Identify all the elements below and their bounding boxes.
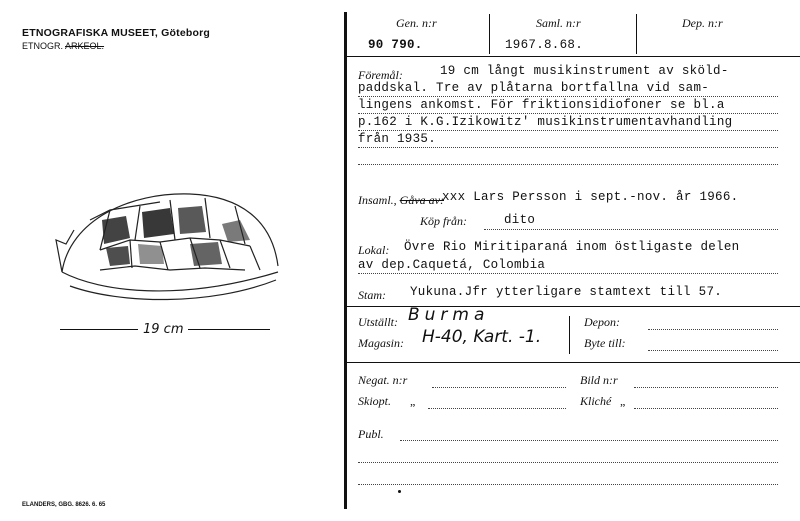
skiopt-rule [428, 408, 566, 409]
publ-rule-2 [358, 462, 778, 463]
cliche-ditto: „ [620, 394, 626, 408]
foremal-rule-5 [358, 164, 778, 165]
stam-label: Stam: [358, 288, 386, 302]
lokal-line-1: Övre Rio Miritiparaná inom östligaste delen [404, 240, 740, 254]
gen-label: Gen. n:r [396, 16, 437, 30]
insaml-text: Insaml., [358, 193, 397, 207]
foremal-line-3: lingens ankomst. För friktionsidiofoner se bl.a [358, 98, 725, 112]
museum-name: ETNOGRAFISKA MUSEET, [22, 27, 159, 39]
storage-divider [569, 316, 570, 354]
kop-rule [484, 229, 778, 230]
skiopt-label: Skiopt. [358, 394, 391, 408]
foremal-rule-3 [358, 130, 778, 131]
lokal-line-2: av dep.Caquetá, Colombia [358, 258, 546, 272]
top-divider-2 [636, 14, 637, 54]
negat-rule [432, 387, 566, 388]
utstallt-label: Utställt: [358, 315, 399, 329]
foremal-line-2: paddskal. Tre av plåtarna bortfallna vid sam- [358, 81, 710, 95]
dep-label: Dep. n:r [682, 16, 723, 30]
printer-imprint: ELANDERS, GBG. 8626. 6. 65 [22, 502, 106, 508]
scale-line-left [60, 329, 138, 330]
foremal-line-1: 19 cm långt musikinstrument av sköld- [440, 64, 729, 78]
card-left-border [344, 12, 347, 509]
museum-city: Göteborg [161, 27, 211, 39]
dept-etnogr: ETNOGR. [22, 41, 64, 51]
skiopt-ditto: „ [410, 394, 416, 408]
saml-value: 1967.8.68. [505, 38, 584, 52]
foremal-line-4: p.162 i K.G.Izikowitz' musikinstrumentavhandling [358, 115, 733, 129]
foremal-rule-4 [358, 147, 778, 148]
gava-struck: Gåva av: [399, 193, 444, 207]
utstallt-value: Burma [408, 305, 490, 325]
scale-line-right [188, 329, 270, 330]
insaml-value: xxx Lars Persson i sept.-nov. år 1966. [442, 190, 739, 204]
ink-dot [398, 490, 401, 493]
gen-value: 90 790. [368, 38, 423, 52]
kop-value: dito [504, 213, 536, 227]
top-divider-1 [489, 14, 490, 54]
foremal-label: Föremål: [358, 68, 403, 82]
foremal-rule-2 [358, 113, 778, 114]
publ-rule-1 [400, 440, 778, 441]
lokal-label: Lokal: [358, 243, 390, 257]
lokal-rule [358, 273, 778, 274]
cliche-label: Kliché [580, 394, 612, 408]
publ-label: Publ. [358, 427, 384, 441]
department-header [22, 41, 104, 51]
stam-value: Yukuna.Jfr ytterligare stamtext till 57. [410, 285, 723, 299]
kop-label: Köp från: [420, 214, 468, 228]
bild-label: Bild n:r [580, 373, 618, 387]
top-row-rule [347, 56, 800, 57]
cliche-rule [634, 408, 778, 409]
tortoise-shell-sketch [40, 180, 300, 320]
insaml-label [358, 193, 444, 208]
magasin-value: H-40, Kart. -1. [422, 327, 542, 347]
depon-rule [648, 329, 778, 330]
depon-label: Depon: [584, 315, 620, 329]
foremal-line-5: från 1935. [358, 132, 437, 146]
publ-rule-3 [358, 484, 778, 485]
foremal-rule-1 [358, 96, 778, 97]
saml-label: Saml. n:r [536, 16, 581, 30]
storage-bottom-rule [347, 362, 800, 363]
negat-label: Negat. n:r [358, 373, 408, 387]
museum-header [22, 27, 210, 39]
scale-label: 19 cm [143, 322, 184, 337]
byte-rule [648, 350, 778, 351]
byte-label: Byte till: [584, 336, 626, 350]
magasin-label: Magasin: [358, 336, 404, 350]
dept-arkeol-struck: ARKEOL. [65, 41, 105, 51]
bild-rule [634, 387, 778, 388]
